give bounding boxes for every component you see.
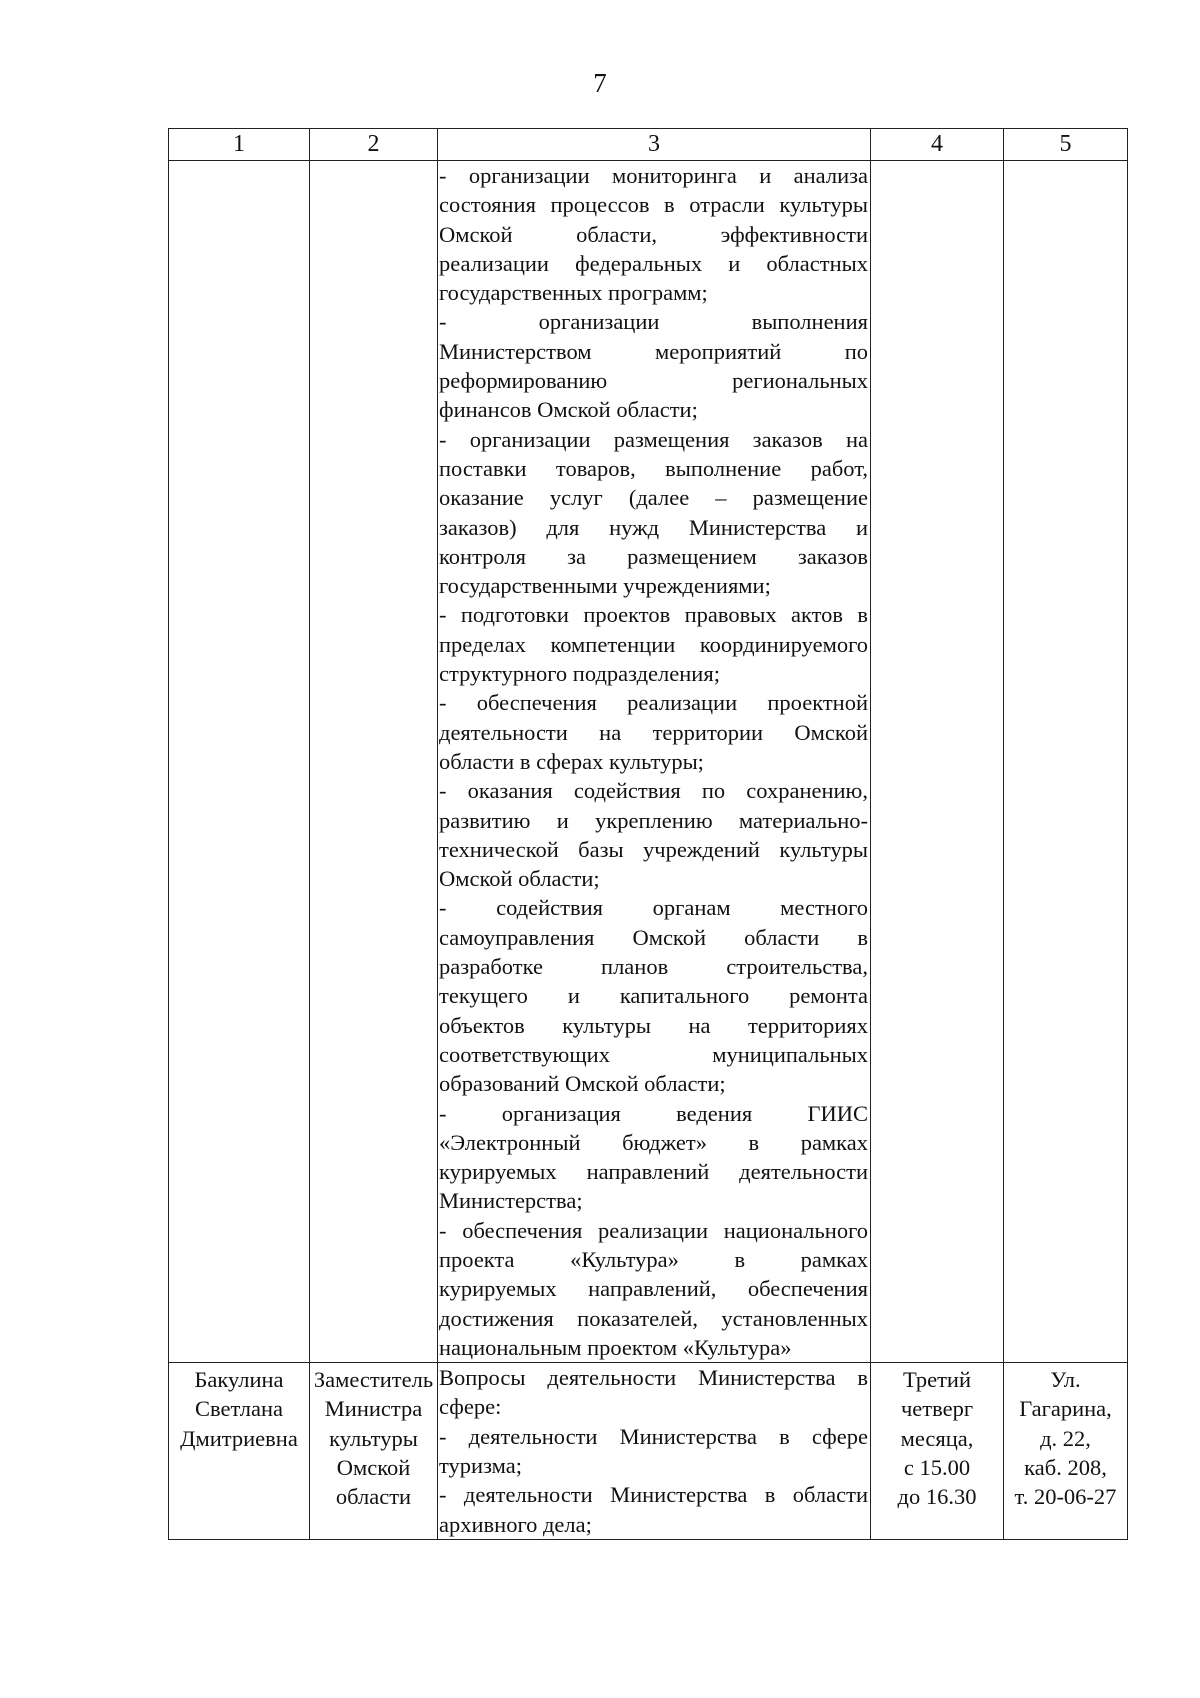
row2-position-cell — [310, 1363, 438, 1540]
text-line: - содействия органам местного — [439, 895, 868, 921]
text-line: объектов культуры на территориях — [439, 1012, 868, 1038]
text-line: текущего и капитального ремонта — [439, 983, 868, 1009]
text-line: курируемых направлений деятельности — [439, 1159, 868, 1185]
text-line: достижения показателей, установленных — [439, 1305, 868, 1331]
text-line: - оказания содействия по сохранению, — [439, 778, 868, 804]
text-line: национальным проектом «Культура» — [439, 1334, 792, 1360]
text-line: оказание услуг (далее – размещение — [439, 485, 868, 511]
time-line: с 15.00 — [903, 1455, 971, 1481]
header-col-4: 4 — [871, 129, 1004, 161]
text-line: деятельности на территории Омской — [439, 719, 868, 745]
text-line: - подготовки проектов правовых актов в — [439, 602, 868, 628]
time-line: месяца, — [900, 1425, 974, 1451]
text-line: туризма; — [439, 1453, 522, 1479]
text-line: финансов Омской области; — [439, 397, 698, 423]
text-line: контроля за размещением заказов — [439, 543, 868, 569]
header-col-5: 5 — [1004, 129, 1128, 161]
address-line: Гагарина, — [1019, 1396, 1112, 1422]
address-line: д. 22, — [1040, 1425, 1091, 1451]
header-col-2: 2 — [310, 129, 438, 161]
address-line: Ул. — [1050, 1367, 1081, 1393]
text-line: разработке планов строительства, — [439, 954, 868, 980]
text-line: образований Омской области; — [439, 1071, 726, 1097]
text-line: - организации мониторинга и анализа — [439, 163, 868, 188]
text-line: реформированию региональных — [439, 368, 868, 394]
text-line: - организация ведения ГИИС — [439, 1100, 868, 1126]
row2-duties-cell — [438, 1363, 871, 1540]
text-line: - обеспечения реализации национального — [439, 1217, 868, 1243]
schedule-table — [168, 128, 1128, 1540]
text-line: государственных программ; — [439, 280, 708, 306]
table-row — [169, 1363, 1128, 1540]
text-line: технической базы учреждений культуры — [439, 836, 868, 862]
text-line: области в сферах культуры; — [439, 748, 704, 774]
row1-name-cell — [169, 161, 310, 1363]
text-line: Министерства; — [439, 1188, 583, 1214]
row2-time-cell — [871, 1363, 1004, 1540]
text-line: - обеспечения реализации проектной — [439, 690, 868, 716]
row1-time-cell — [871, 161, 1004, 1363]
name-line: Дмитриевна — [180, 1425, 298, 1451]
header-col-3: 3 — [438, 129, 871, 161]
row1-address-cell — [1004, 161, 1128, 1363]
position-line: Заместитель — [313, 1367, 434, 1393]
header-col-1: 1 — [169, 129, 310, 161]
text-line: структурного подразделения; — [439, 661, 720, 687]
text-line: состояния процессов в отрасли культуры — [439, 192, 868, 218]
row1-position-cell — [310, 161, 438, 1363]
text-line: - деятельности Министерства в области — [439, 1482, 868, 1508]
text-line: - деятельности Министерства в сфере — [439, 1423, 868, 1449]
text-line: проекта «Культура» в рамках — [439, 1246, 868, 1272]
text-line: - организации выполнения — [439, 309, 868, 335]
page-number: 7 — [593, 68, 607, 98]
text-line: Министерством мероприятий по — [439, 338, 868, 364]
time-line: Третий — [902, 1367, 972, 1393]
position-line: Омской — [336, 1455, 411, 1481]
row1-duties-cell — [438, 161, 871, 1363]
address-line: каб. 208, — [1024, 1455, 1107, 1481]
header-row — [169, 129, 1128, 161]
text-line: Омской области; — [439, 866, 600, 892]
row2-address-cell — [1004, 1363, 1128, 1540]
text-line: пределах компетенции координируемого — [439, 631, 868, 657]
text-line: развитию и укреплению материально- — [439, 807, 868, 833]
position-line: Министра — [324, 1396, 423, 1422]
text-line: государственными учреждениями; — [439, 573, 771, 599]
text-line: заказов) для нужд Министерства и — [439, 514, 868, 540]
position-line: культуры — [329, 1425, 418, 1451]
text-line: архивного дела; — [439, 1511, 592, 1537]
text-line: поставки товаров, выполнение работ, — [439, 455, 868, 481]
text-line: соответствующих муниципальных — [439, 1041, 868, 1067]
text-line: самоуправления Омской области в — [439, 924, 868, 950]
position-line: области — [335, 1484, 412, 1510]
text-line: Вопросы деятельности Министерства в — [439, 1365, 868, 1391]
table-row — [169, 161, 1128, 1363]
text-line: курируемых направлений, обеспечения — [439, 1276, 868, 1302]
address-line: т. 20-06-27 — [1014, 1484, 1117, 1510]
time-line: до 16.30 — [897, 1484, 977, 1510]
text-line: сфере: — [439, 1394, 502, 1420]
text-line: - организации размещения заказов на — [439, 426, 868, 452]
name-line: Светлана — [194, 1396, 283, 1422]
text-line: Омской области, эффективности — [439, 221, 868, 247]
name-line: Бакулина — [194, 1367, 284, 1393]
text-line: «Электронный бюджет» в рамках — [439, 1129, 868, 1155]
row2-name-cell — [169, 1363, 310, 1540]
text-line: реализации федеральных и областных — [439, 250, 868, 276]
time-line: четверг — [900, 1396, 974, 1422]
